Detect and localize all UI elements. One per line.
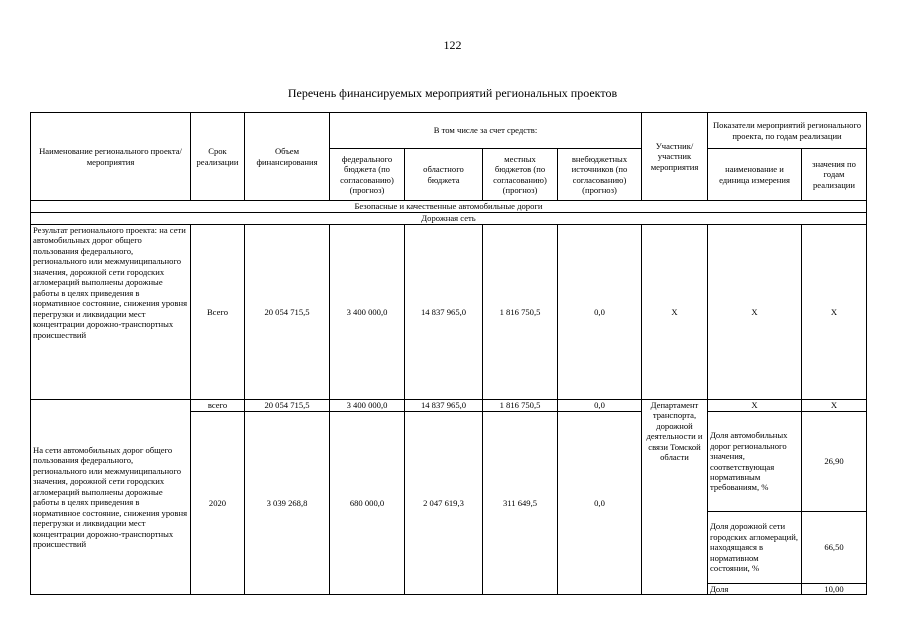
result-indicator-name: Х: [708, 225, 802, 400]
header-federal: федерального бюджета (по согласованию) (прогноз): [330, 149, 405, 201]
header-term: Срок реализации: [191, 113, 245, 201]
projects-table: [30, 112, 867, 595]
indicator-name: Доля: [708, 584, 802, 595]
header-indicator-value: значения по годам реализации: [802, 149, 867, 201]
total-indicator-name: Х: [708, 400, 802, 412]
indicator-value: 26,90: [802, 412, 867, 512]
year-regional: 2 047 619,3: [405, 412, 483, 595]
activity-participant: Департамент транспорта, дорожной деятельности и связи Томской области: [642, 400, 708, 595]
table-row: [31, 225, 867, 400]
result-regional: 14 837 965,0: [405, 225, 483, 400]
header-volume: Объем финансирования: [245, 113, 330, 201]
result-term: Всего: [191, 225, 245, 400]
table-row: [31, 400, 867, 412]
header-local: местных бюджетов (по согласованию) (прогноз): [483, 149, 558, 201]
year-local: 311 649,5: [483, 412, 558, 595]
header-regional: областного бюджета: [405, 149, 483, 201]
page-number: 122: [443, 38, 462, 52]
header-indicator-name: наименование и единица измерения: [708, 149, 802, 201]
result-name: Результат регионального проекта: на сети автомобильных дорог общего пользования федерального, регионального или межмуниципального значения, дорожной сети городских агломераций выполнены дорожные работы в целях приведения в нормативное состояние, снижения уровня перегрузки и ликвидации мест концентрации дорожно-транспортных происшествий: [31, 225, 191, 400]
year-federal: 680 000,0: [330, 412, 405, 595]
total-local: 1 816 750,5: [483, 400, 558, 412]
document-title: Перечень финансируемых мероприятий региональных проектов: [287, 86, 618, 100]
total-regional: 14 837 965,0: [405, 400, 483, 412]
indicator-value: 10,00: [802, 584, 867, 595]
header-extra: внебюджетных источников (по согласованию) (прогноз): [558, 149, 642, 201]
result-extra: 0,0: [558, 225, 642, 400]
result-volume: 20 054 715,5: [245, 225, 330, 400]
result-indicator-value: Х: [802, 225, 867, 400]
activity-name: На сети автомобильных дорог общего пользования федерального, регионального или межмуниципального значения, дорожной сети городских агломераций выполнены дорожные работы в целях приведения в нормативное состояние, снижения уровня перегрузки и ликвидации мест концентрации дорожно-транспортных происшествий: [31, 400, 191, 595]
indicator-value: 66,50: [802, 512, 867, 584]
subsection-title: Дорожная сеть: [31, 213, 867, 225]
year-term: 2020: [191, 412, 245, 595]
total-term: всего: [191, 400, 245, 412]
total-volume: 20 054 715,5: [245, 400, 330, 412]
result-federal: 3 400 000,0: [330, 225, 405, 400]
year-extra: 0,0: [558, 412, 642, 595]
total-extra: 0,0: [558, 400, 642, 412]
header-including: В том числе за счет средств:: [330, 113, 642, 149]
header-indicators: Показатели мероприятий регионального проекта, по годам реализации: [708, 113, 867, 149]
year-volume: 3 039 268,8: [245, 412, 330, 595]
result-participant: Х: [642, 225, 708, 400]
total-federal: 3 400 000,0: [330, 400, 405, 412]
section-title: Безопасные и качественные автомобильные дороги: [31, 201, 867, 213]
header-name: Наименование регионального проекта/ мероприятия: [31, 113, 191, 201]
indicator-name: Доля автомобильных дорог регионального значения, соответствующая нормативным требованиям, %: [708, 412, 802, 512]
header-participant: Участник/ участник мероприятия: [642, 113, 708, 201]
total-indicator-value: Х: [802, 400, 867, 412]
result-local: 1 816 750,5: [483, 225, 558, 400]
indicator-name: Доля дорожной сети городских агломераций, находящаяся в нормативном состоянии, %: [708, 512, 802, 584]
